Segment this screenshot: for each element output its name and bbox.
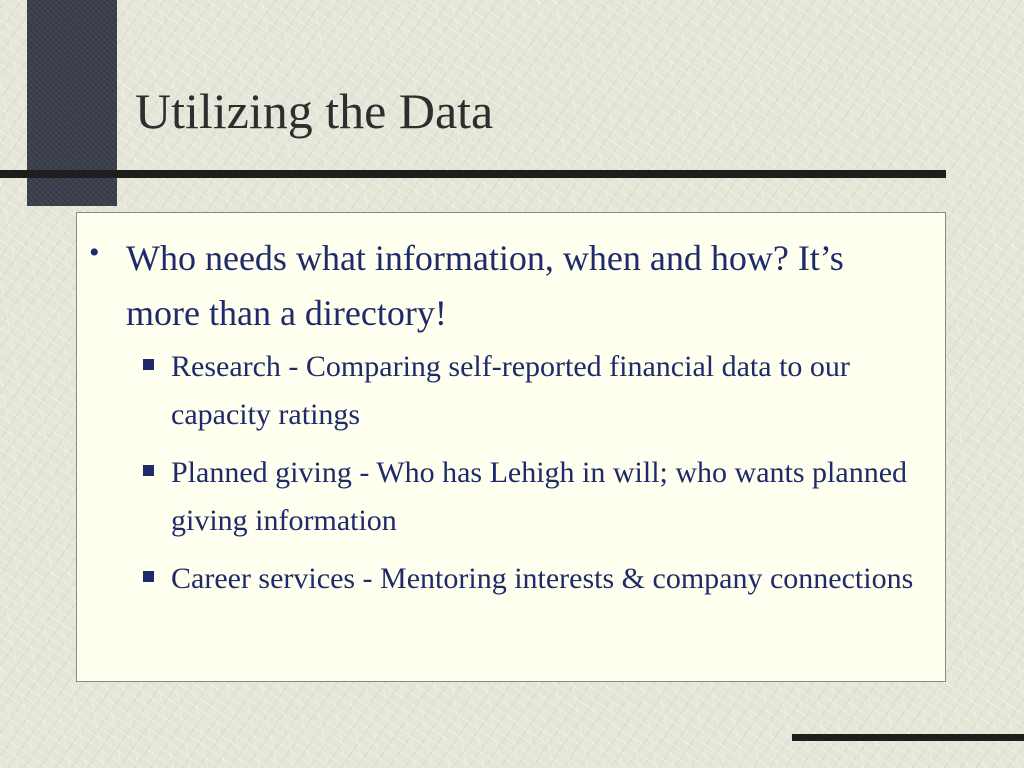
square-bullet-icon — [143, 465, 154, 476]
square-bullet-icon — [143, 359, 154, 370]
main-bullet-text: Who needs what information, when and how? It’s more than a directory! — [126, 238, 844, 333]
content-box — [76, 212, 946, 682]
sub-bullet-item — [77, 343, 937, 449]
sub-bullet-text: Career services - Mentoring interests & company connections — [171, 562, 914, 595]
sub-bullet-text: Planned giving - Who has Lehigh in will; who wants planned giving information — [171, 456, 908, 537]
slide-title: Utilizing the Data — [135, 83, 494, 139]
title-rule — [0, 170, 946, 178]
sub-bullet-item — [77, 449, 937, 555]
bottom-rule — [792, 734, 1024, 741]
square-bullet-icon — [143, 571, 154, 582]
sub-bullet-list — [77, 343, 937, 661]
sub-bullet-item — [77, 555, 937, 661]
sub-bullet-text: Research - Comparing self-reported financial data to our capacity ratings — [171, 350, 850, 431]
round-bullet-icon: • — [89, 236, 100, 269]
